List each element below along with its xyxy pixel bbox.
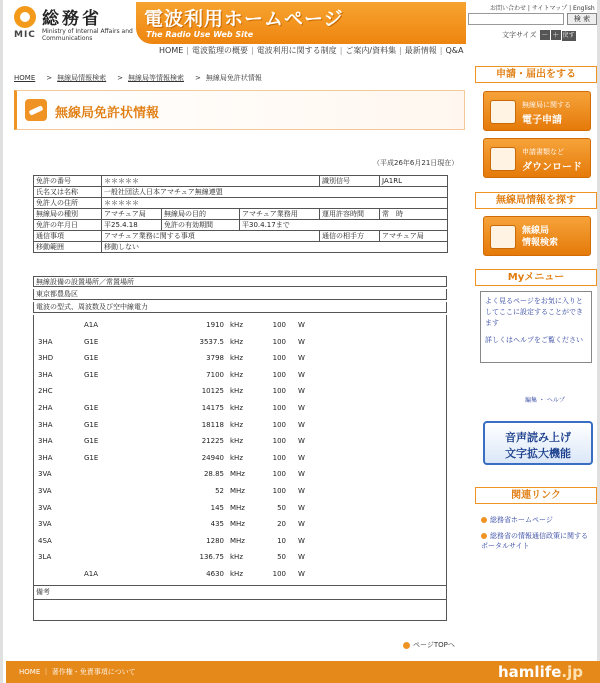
emission-cell: W	[298, 553, 305, 562]
emission-cell: 100	[272, 354, 286, 363]
breadcrumb-station-search[interactable]: 無線局情報検索	[57, 74, 107, 82]
emission-cell: 100	[272, 387, 286, 396]
emission-cell: kHz	[230, 354, 243, 363]
table-cell: 免許の番号	[34, 176, 102, 187]
global-nav	[156, 45, 476, 59]
emission-cell: W	[298, 370, 305, 379]
table-cell: 氏名又は名称	[34, 187, 102, 198]
mic-logo[interactable]	[14, 4, 134, 56]
chevron-right-icon: >	[46, 74, 53, 82]
site-subtitle: The Radio Use Web Site	[146, 30, 254, 39]
emission-cell: MHz	[230, 487, 245, 495]
nav-news[interactable]: 最新情報	[404, 46, 437, 55]
emission-row	[34, 321, 448, 332]
table-cell: 通信の相手方	[320, 231, 380, 242]
page-top-link[interactable]	[403, 640, 455, 650]
table-row	[34, 187, 448, 198]
emission-cell: 136.75	[199, 553, 224, 562]
emission-row	[34, 570, 448, 581]
chevron-right-icon: >	[117, 74, 123, 82]
emission-cell: 24940	[201, 453, 224, 462]
button-caption: 申請書類など	[522, 148, 564, 156]
emission-cell: MHz	[230, 520, 245, 529]
remarks-box	[33, 586, 447, 621]
emission-cell: 3VA	[38, 503, 52, 512]
emission-row	[34, 537, 448, 548]
emission-cell: MHz	[230, 536, 245, 545]
emission-cell: kHz	[230, 420, 243, 429]
emission-list	[33, 315, 447, 586]
emission-cell: kHz	[230, 553, 243, 562]
related-link-mic[interactable]	[481, 515, 593, 525]
license-table	[33, 175, 448, 253]
button-label: 電子申請	[522, 115, 562, 126]
site-title: 電波利用ホームページ	[144, 8, 344, 30]
emission-cell: W	[298, 437, 305, 446]
emission-cell: W	[298, 453, 305, 462]
table-cell: 免許の有効期間	[162, 220, 240, 231]
emission-cell: kHz	[230, 437, 243, 446]
table-cell: アマチュア業務に関する事項	[102, 231, 320, 242]
emission-row	[34, 553, 448, 564]
binoculars-icon	[490, 225, 516, 249]
page-title: 無線局免許状情報	[55, 106, 160, 121]
emission-cell: 145	[210, 503, 224, 512]
my-menu-text: よく見るページをお気に入りとしてここに設定することができます	[485, 297, 583, 327]
emission-row	[34, 437, 448, 448]
table-row	[34, 198, 448, 209]
related-links-heading: 関連リンク	[475, 487, 597, 504]
emission-cell: 3VA	[38, 520, 52, 529]
text-zoom-label: 文字拡大機能	[505, 447, 571, 460]
emission-cell: G1E	[84, 354, 99, 363]
table-cell: 移動範囲	[34, 242, 102, 253]
button-label: ダウンロード	[522, 162, 582, 173]
emission-label: 電波の型式、周波数及び空中線電力	[33, 302, 447, 313]
emission-cell: 100	[272, 487, 286, 495]
emission-cell: 50	[277, 503, 286, 512]
emission-cell: 100	[272, 420, 286, 429]
install-location-label: 無線設備の設置場所／常置場所	[33, 276, 447, 287]
emission-row	[34, 454, 448, 465]
search-button[interactable]: 検 索	[567, 13, 597, 25]
document-icon	[490, 147, 516, 171]
voice-reader-label: 音声読み上げ	[505, 431, 571, 444]
emission-cell: MHz	[230, 503, 245, 512]
table-row	[34, 231, 448, 242]
nav-system[interactable]: 電波利用に関する制度	[256, 46, 337, 55]
emission-cell: A1A	[84, 570, 99, 578]
emission-cell: W	[298, 520, 305, 529]
my-menu-box	[480, 291, 592, 363]
emission-cell: 100	[272, 321, 286, 329]
emission-row	[34, 504, 448, 515]
emission-row	[34, 354, 448, 365]
emission-cell: MHz	[230, 470, 245, 479]
station-search-button[interactable]	[483, 216, 591, 256]
table-row	[34, 176, 448, 187]
emission-cell: 18118	[201, 420, 224, 429]
button-caption: 無線局に関する	[522, 101, 571, 109]
emission-cell: 50	[277, 553, 286, 562]
emission-cell: W	[298, 487, 305, 495]
font-size-label: 文字サイズ	[502, 31, 537, 39]
table-cell: ＊＊＊＊＊	[102, 176, 320, 187]
emission-cell: 28.85	[203, 470, 224, 479]
e-application-button[interactable]	[483, 91, 591, 131]
table-cell: アマチュア局	[102, 209, 162, 220]
table-row	[34, 209, 448, 220]
site-title-banner[interactable]	[136, 2, 466, 44]
mic-emblem-icon	[14, 6, 36, 28]
font-size-control	[502, 30, 576, 41]
table-cell: JA1RL	[380, 176, 448, 187]
emission-cell: W	[298, 536, 305, 545]
related-link-portal[interactable]	[481, 531, 593, 551]
edit-link[interactable]: 編集	[525, 397, 538, 404]
emission-row	[34, 520, 448, 531]
button-label	[522, 225, 558, 249]
emission-cell: G1E	[84, 453, 99, 462]
table-cell: 常 時	[380, 209, 448, 220]
emission-row	[34, 487, 448, 498]
emission-cell: 3537.5	[199, 337, 224, 346]
nav-overview[interactable]: 電波監理の概要	[191, 46, 248, 55]
site-header	[6, 0, 600, 60]
font-larger-button[interactable]: ＋	[552, 31, 560, 39]
emission-cell: 3HA	[38, 370, 53, 379]
emission-cell: 3VA	[38, 470, 52, 479]
emission-cell: 100	[272, 370, 286, 379]
table-cell: 識別信号	[320, 176, 380, 187]
watermark-tld: .jp	[561, 663, 583, 681]
emission-cell: G1E	[84, 370, 99, 379]
emission-cell: 52	[215, 487, 224, 495]
related-link-label: 総務省の情報通信政策に関するポータルサイト	[481, 532, 588, 550]
table-row	[34, 220, 448, 231]
emission-cell: 3VA	[38, 487, 52, 495]
voice-reader-button[interactable]	[483, 421, 593, 465]
emission-cell: kHz	[230, 387, 243, 396]
as-of-date: （平成26年6月21日現在）	[373, 159, 459, 167]
my-menu-heading: Myメニュー	[475, 269, 597, 286]
emission-cell: 3HA	[38, 420, 53, 429]
hamlife-watermark	[498, 663, 583, 681]
my-menu-help-text: 詳しくはヘルプをご覧ください	[485, 336, 583, 344]
table-cell: 無線局の目的	[162, 209, 240, 220]
remarks-label: 備考	[36, 588, 50, 596]
logo-mic-text: MIC	[14, 30, 36, 40]
emission-cell: G1E	[84, 337, 99, 346]
emission-cell: 20	[277, 520, 286, 529]
emission-cell: 3HA	[38, 453, 53, 462]
emission-cell: 435	[210, 520, 224, 529]
table-cell: 無線局の種別	[34, 209, 102, 220]
emission-cell: 10125	[201, 387, 224, 396]
emission-cell: 7100	[206, 370, 224, 379]
emission-cell: 4630	[206, 570, 224, 578]
help-link[interactable]: ヘルプ	[546, 397, 565, 404]
emission-cell: 100	[272, 453, 286, 462]
emission-row	[34, 371, 448, 382]
download-button[interactable]	[483, 138, 591, 178]
table-cell: 運用許容時間	[320, 209, 380, 220]
emission-cell: kHz	[230, 337, 243, 346]
computer-icon	[490, 100, 516, 124]
emission-cell: 100	[272, 437, 286, 446]
breadcrumb-current: 無線局免許状情報	[205, 74, 262, 82]
table-cell: 平30.4.17まで	[240, 220, 448, 231]
nav-separator: |	[399, 46, 402, 55]
nav-home[interactable]: HOME	[159, 46, 184, 55]
breadcrumb-station-info-search[interactable]: 無線局等情報検索	[128, 74, 184, 82]
emission-cell: W	[298, 404, 305, 412]
emission-cell: kHz	[230, 453, 243, 462]
emission-cell: 3HD	[38, 354, 54, 363]
emission-row	[34, 470, 448, 481]
emission-cell: 1910	[206, 321, 224, 329]
station-search-heading: 無線局情報を探す	[475, 192, 597, 209]
footer-copyright-link[interactable]: 著作権・免責事項について	[51, 668, 136, 676]
table-cell: アマチュア局	[380, 231, 448, 242]
emission-cell: kHz	[230, 404, 243, 412]
table-cell: ＊＊＊＊＊	[102, 198, 448, 209]
emission-cell: W	[298, 321, 305, 329]
emission-cell: W	[298, 387, 305, 396]
emission-cell: W	[298, 354, 305, 363]
emission-row	[34, 404, 448, 415]
emission-cell: kHz	[230, 321, 243, 329]
emission-cell: 3798	[206, 354, 224, 363]
sitemap-link[interactable]: サイトマップ	[531, 5, 568, 12]
emission-cell: 100	[272, 404, 286, 412]
emission-cell: 10	[277, 536, 286, 545]
chevron-right-icon: >	[195, 74, 201, 82]
logo-org-english: Ministry of Internal Affairs and Communications	[42, 28, 133, 42]
remarks-value	[34, 599, 446, 620]
bullet-icon	[481, 517, 487, 523]
emission-cell: W	[298, 420, 305, 429]
emission-cell: 4SA	[38, 536, 52, 545]
emission-cell: 100	[272, 337, 286, 346]
nav-separator: |	[439, 46, 443, 55]
emission-cell: 100	[272, 570, 286, 578]
emission-cell: kHz	[230, 570, 243, 578]
nav-guide[interactable]: ご案内/資料集	[345, 46, 397, 55]
emission-cell: 14175	[201, 404, 224, 412]
breadcrumb	[14, 73, 262, 83]
emission-cell: W	[298, 570, 305, 578]
emission-cell: 100	[272, 470, 286, 479]
related-link-label: 総務省ホームページ	[490, 516, 553, 524]
site-footer	[6, 661, 600, 683]
arrow-up-icon	[403, 642, 410, 649]
table-row	[34, 242, 448, 253]
emission-row	[34, 421, 448, 432]
table-cell: アマチュア業務用	[240, 209, 320, 220]
emission-cell: 3LA	[38, 553, 52, 562]
page-title-box	[14, 90, 465, 130]
nav-separator: |	[186, 46, 189, 55]
emission-cell: 3HA	[38, 337, 53, 346]
emission-cell: 2HC	[38, 387, 53, 396]
table-cell: 一般社団法人日本アマチュア無線連盟	[102, 187, 448, 198]
emission-cell: W	[298, 503, 305, 512]
nav-separator: |	[250, 46, 254, 55]
table-cell: 免許の年月日	[34, 220, 102, 231]
watermark-name: hamlife	[498, 663, 562, 681]
font-smaller-button[interactable]: －	[541, 31, 549, 39]
table-cell: 免許人の住所	[34, 198, 102, 209]
emission-cell: kHz	[230, 370, 243, 379]
bullet-icon	[481, 533, 487, 539]
logo-org-name: 総務省	[42, 9, 102, 29]
nav-qa[interactable]: Q&A	[445, 46, 464, 55]
nav-separator: |	[339, 46, 343, 55]
english-link[interactable]: English	[573, 5, 595, 12]
font-reset-button[interactable]: 戻す	[562, 32, 575, 39]
search-input[interactable]	[468, 13, 564, 25]
emission-row	[34, 387, 448, 398]
emission-cell: 2HA	[38, 404, 53, 412]
table-cell: 通信事項	[34, 231, 102, 242]
emission-cell: W	[298, 470, 305, 479]
button-label-text: 無線局 情報検索	[522, 226, 559, 248]
emission-cell: W	[298, 337, 305, 346]
footer-links: HOME ｜ 著作権・免責事項について	[19, 668, 136, 676]
install-location-value: 東京都豊島区	[33, 289, 447, 300]
table-cell: 平25.4.18	[102, 220, 162, 231]
emission-cell: A1A	[84, 321, 99, 329]
apply-heading: 申請・届出をする	[475, 66, 597, 83]
emission-row	[34, 338, 448, 349]
table-cell: 移動しない	[102, 242, 448, 253]
contact-link[interactable]: お問い合わせ	[490, 5, 527, 12]
page-top-label: ページTOPへ	[413, 641, 455, 649]
emission-cell: 21225	[201, 437, 224, 446]
emission-cell: G1E	[84, 437, 99, 446]
emission-cell: 1280	[206, 536, 224, 545]
emission-cell: 3HA	[38, 437, 53, 446]
my-menu-links: 編集 ・ ヘルプ	[525, 397, 565, 404]
breadcrumb-home[interactable]: HOME	[14, 74, 36, 82]
radio-wave-icon	[25, 99, 47, 121]
utility-links: お問い合わせ | サイトマップ | English	[490, 5, 595, 12]
emission-cell: G1E	[84, 404, 99, 412]
emission-cell: G1E	[84, 420, 99, 429]
footer-home-link[interactable]: HOME	[19, 668, 41, 676]
